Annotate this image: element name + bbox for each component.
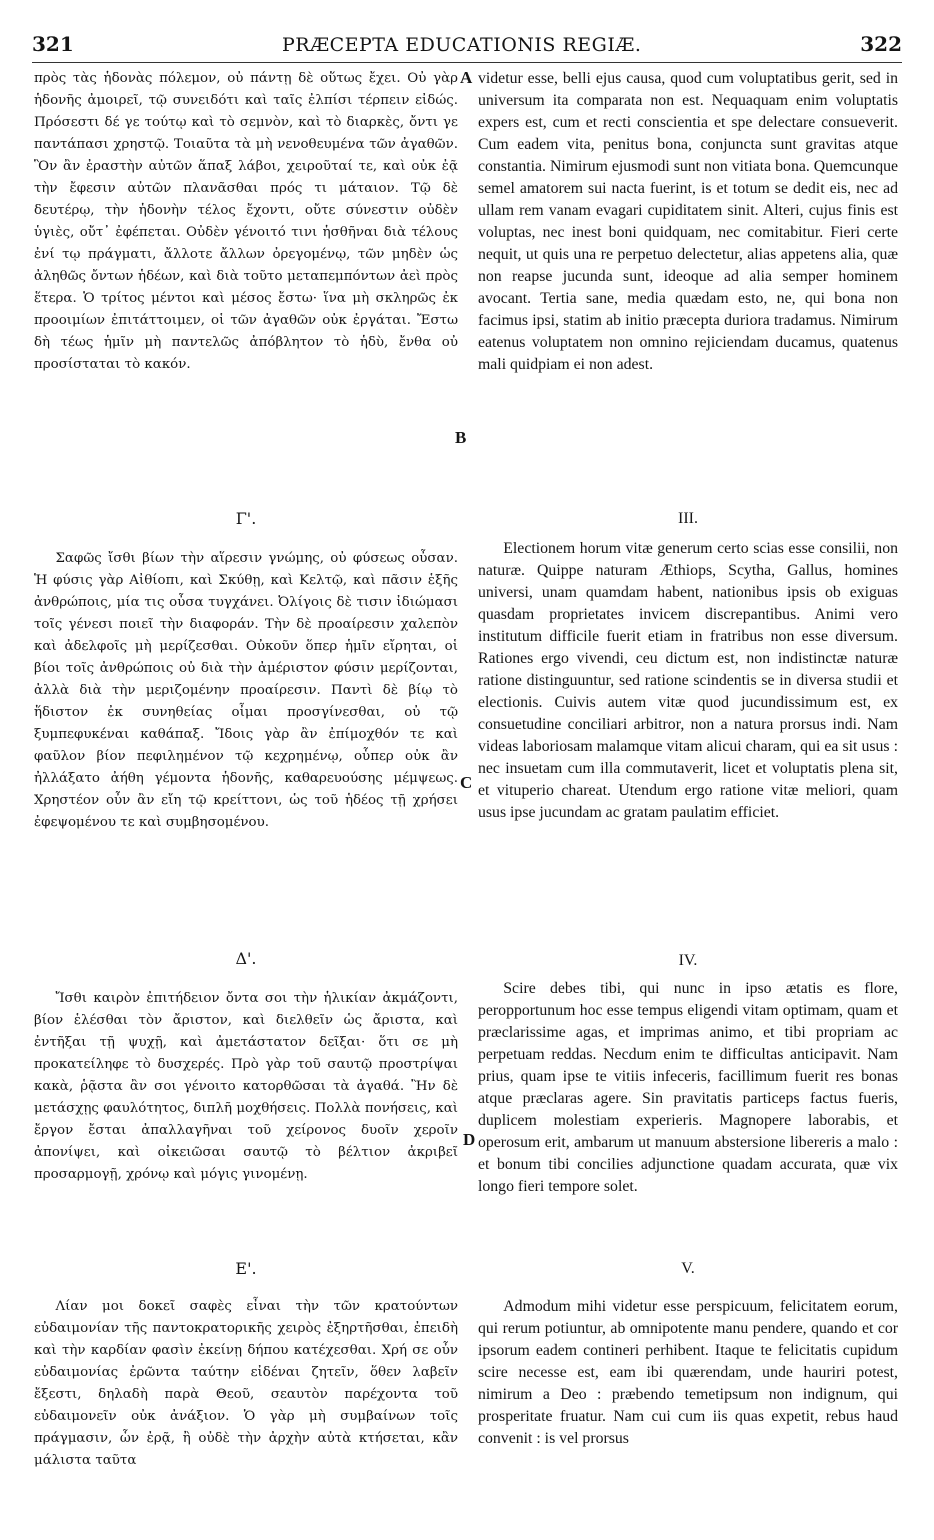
latin-intro-text: videtur esse, belli ejus causa, quod cum voluptatibus gerit, sed in universum ita comparata non est. Nequaquam enim voluptatis expers est, cum et recti conscientia et spe delectare consueverit. Cum eadem vita, penitus bona, conjuncta sunt gravitas atque constantia. Nimirum ejusmodi sunt non vitiata bona. Quemcunque semel amatorem sui nacta fuerint, is et totum se dedit eis, nec ad ullam rem vanam evagari cupiditatem sinit. Alteri, cujus finis est voluptas, nec inest boni quidquam, nec comitabitur. Fieri certe nequit, ut quis una re perpetuo delectetur, alias appetens alia, quæ non reapse jucunda sunt, ideoque ad alia semper hominem avocant. Tertia sane, media quædam esto, ne, qui bona non facimus ipsi, statim ab initio præcepta duriora tradamus. Nimirum eatenus voluptatem non omnino rejiciendam ducamus, quatenus mali quidpiam ei non adest.: [478, 70, 898, 373]
margin-letter-d: D: [463, 1130, 476, 1149]
margin-letter-b: B: [455, 428, 467, 447]
margin-letter-c: C: [460, 773, 473, 792]
latin-heading-3: III.: [678, 510, 698, 527]
greek-section-3-text: Σαφῶς ἴσθι βίων τὴν αἵρεσιν γνώμης, οὐ φύσεως οὖσαν. Ἡ φύσις γὰρ Αἰθίοπι, καὶ Σκύθῃ, καὶ Κελτῷ, καὶ πᾶσιν ἑξῆς ἀνθρώποις, μία τις οὖσα τυγχάνει. Ὀλίγοις δὲ τισιν ἰδιώμασι τοῖς γένεσι ποιεῖ τὴν διαφοράν. Τὴν δὲ προαίρεσιν χαλεπὸν καὶ ἀδελφοῖς μὴ μερίζεσθαι. Οὐκοῦν ὅπερ ἡμῖν εἴρηται, οἱ βίοι τοῖς ἀνθρώποις οὐ διὰ τὴν ἀμέριστον φύσιν μερίζονται, ἀλλὰ διὰ τὴν μεριζομένην προαίρεσιν. Παντὶ δὲ βίῳ τὸ ἥδιστον ἐκ συνηθείας οἶμαι προσγίνεσθαι, οὐ τῷ ξυμπεφυκέναι καθάπαξ. Ἴδοις γὰρ ἂν ἐπίμοχθόν τε καὶ φαῦλον βίον πεφιλημένον τῷ κεχρημένῳ, οὗπερ οὐκ ἂν ἠλλάξατο ἀήθη γέμοντα ἡδονῆς, καθαρευούσης μέμψεως. Χρηστέον οὖν ἂν εἴη τῷ κρείττονι, ὡς τοῦ ἡδέος τῇ χρήσει ἐφεψομένου τε καὶ συμβησομένου.: [34, 551, 458, 830]
greek-section-4-text: Ἴσθι καιρὸν ἐπιτήδειον ὄντα σοι τὴν ἡλικίαν ἀκμάζοντι, βίον ἑλέσθαι τὸν ἄριστον, καὶ διελθεῖν ὡς ἄριστα, καὶ ἐντῆξαι τῇ ψυχῇ, καὶ ἀμετάστατον δεῖξαι· ὅτι σε μὴ προκατείληφε τὸ δυσχερές. Πρὸ γὰρ τοῦ σαυτῷ προστρίψαι κακὰ, ῥᾷστα ἂν σοι γένοιτο κατορθῶσαι τὰ ἀγαθά. Ἢν δὲ μετάσχῃς φαυλότητος, διπλῆ μοχθήσεις. Πολλὰ πονήσεις, καὶ ἔργον ἔσται ἀπαλλαγῆναι τοῦ χείρονος δυοῖν χεροῖν ἀπονίψει, καὶ οἰκειῶσαι σαυτῷ τὸ βέλτιον ἀκριβεῖ προσαρμογῇ, χρόνῳ καὶ μόγις γινομένῃ.: [34, 991, 458, 1182]
greek-intro-section: [34, 68, 458, 376]
greek-section-5: [34, 1296, 458, 1472]
greek-section-5-text: Λίαν μοι δοκεῖ σαφὲς εἶναι τὴν τῶν κρατούντων εὐδαιμονίαν τῆς παντοκρατορικῆς χειρὸς ἐξηρτῆσθαι, ἐπειδὴ καὶ τὴν καρδίαν φασὶν ἐκείνῃ δήπου κατέχεσθαι. Χρή σε οὖν εὐδαιμονίας ἐρῶντα ταύτην εἰδέναι ζητεῖν, ὅθεν λαβεῖν ἔξεστι, δηλαδὴ παρὰ Θεοῦ, σεαυτὸν παρέχοντα τοῦ εὐδαιμονεῖν οὐκ ἀνάξιον. Ὁ γὰρ μὴ συμβαίνων τοῖς πράγμασιν, ὧν ἐρᾷ, ἢ οὐδὲ τὴν ἀρχὴν αὐτὰ κτήσεται, κἂν μάλιστα ταῦτα: [34, 1299, 458, 1468]
latin-heading-4: IV.: [678, 952, 698, 969]
greek-intro-text: πρὸς τὰς ἡδονὰς πόλεμον, οὐ πάντῃ δὲ οὕτως ἔχει. Οὐ γὰρ ἡδονῆς ἀμοιρεῖ, τῷ συνειδότι καὶ ταῖς ἐλπίσι τέρπειν εἰδώς. Πρόσεστι δέ γε τούτῳ καὶ τὸ σεμνὸν, καὶ τὸ διαρκὲς, ὄντι γε παντάπασι χρηστῷ. Τοιαῦτα τὰ μὴ νενοθευμένα τῶν ἀγαθῶν. Ὃν ἂν ἐραστὴν αὐτῶν ἅπαξ λάβοι, χειροῦταί τε, καὶ οὐκ ἐᾷ τὴν ἔφεσιν αὐτῶν πλανᾶσθαι πρός τι μάταιον. Τῷ δὲ δευτέρῳ, τὴν ἡδονὴν τέλος ἔχοντι, οὔτε σύνεστιν οὐδὲν ὑγιὲς, οὔτ᾽ ἐφέπεται. Οὐδὲν γένοιτό τινι ἡσθῆναι διὰ τέλους ἐνί τῳ πράγματι, ἄλλοτε ἄλλων ὀρεγομένῳ, τῶν μηδὲν ὡς ἀληθῶς ὄντων ἡδέων, καὶ διὰ τοῦτο μεταπεμπόντων ἀεὶ πρὸς ἕτερα. Ὁ τρίτος μέντοι καὶ μέσος ἔστω· ἵνα μὴ σκληρῶς ἐκ προοιμίων ἐπιτάττοιμεν, οἱ τῶν ἀγαθῶν οὐκ ἐργάται. Ἔστω δὴ τέως ἡμῖν μὴ παντελῶς ἀπόβλητον τὸ ἡδὺ, ἔνθα οὐ προσίσταται τὸ κακόν.: [34, 71, 458, 372]
page-number-left: 321: [32, 32, 74, 56]
greek-section-3: [34, 548, 458, 834]
margin-letter-a: A: [460, 68, 473, 87]
latin-section-3: [478, 538, 898, 824]
latin-section-4: [478, 978, 898, 1198]
greek-heading-3: Γ'.: [235, 509, 257, 528]
latin-section-4-text: Scire debes tibi, qui nunc in ipso ætatis es flore, peropportunum hoc esse tempus eligendi vitam optimam, quam et præclarissime agas, et imprimas animo, et tibi propriam ac perpetuam reddas. Necdum enim te difficultas anticipavit. Nam prius, quam ipse te vitiis infeceris, facillimum fuerit res bonas atque præclaras agere. Sin pravitatis particeps factus fueris, duplicem molestiam experieris. Magnopere laborabis, et operosum erit, ambarum ut manuum abstersione libereris a malo : et bonum tibi concilies adjunctione quadam accurata, quæ vix longo fieri tempore solet.: [478, 980, 898, 1195]
latin-heading-5: V.: [681, 1260, 695, 1277]
latin-section-3-text: Electionem horum vitæ generum certo scias esse consilii, non naturæ. Quippe naturam Æthiops, Scytha, Gallus, homines universi, unam quamdam habent, nationibus ipsis ob exiguas quasdam proprietates invicem discrepantibus. Animi vero institutum difficile fuerit etiam in fratribus non esse diversum. Rationes ergo vivendi, ceu dictum est, non indistinctæ naturæ ratione distinguuntur, sed ratione scindentis se in diversa studii et electionis. Cuivis autem vitæ quod jucundissimum est, ex consuetudine conciliari arbitror, non a natura prorsus indi. Nam videas laboriosam malamque vitam alicui charam, qui ea sit usus : nec insuetam cum illa commutaverit, licet et voluptatis plena sit, et vituperio chareat. Utendum ergo ratione vitæ meliori, quam usus ipse jucundam ac gratam paulatim efficiet.: [478, 540, 898, 821]
greek-heading-5: Ε'.: [235, 1259, 257, 1278]
greek-section-4: [34, 988, 458, 1186]
greek-heading-4: Δ'.: [235, 949, 257, 968]
latin-section-5: [478, 1296, 898, 1450]
running-title: PRÆCEPTA EDUCATIONIS REGIÆ.: [282, 34, 642, 56]
latin-intro-section: [478, 68, 898, 376]
latin-section-5-text: Admodum mihi videtur esse perspicuum, felicitatem eorum, qui rerum potiuntur, ab omnipotente manu pendere, quando et cor ipsorum eadem contineri perhibent. Itaque te felicitatis cupidum scire necesse est, eam ibi quærendam, unde hauriri potest, nimirum a Deo : præbendo temetipsum non indignum, qui prosperitate fruatur. Nam cui cum iis quas expetit, rebus haud convenit : is vel prorsus: [478, 1298, 898, 1447]
page-number-right: 322: [860, 32, 902, 56]
page-header: [32, 32, 902, 63]
